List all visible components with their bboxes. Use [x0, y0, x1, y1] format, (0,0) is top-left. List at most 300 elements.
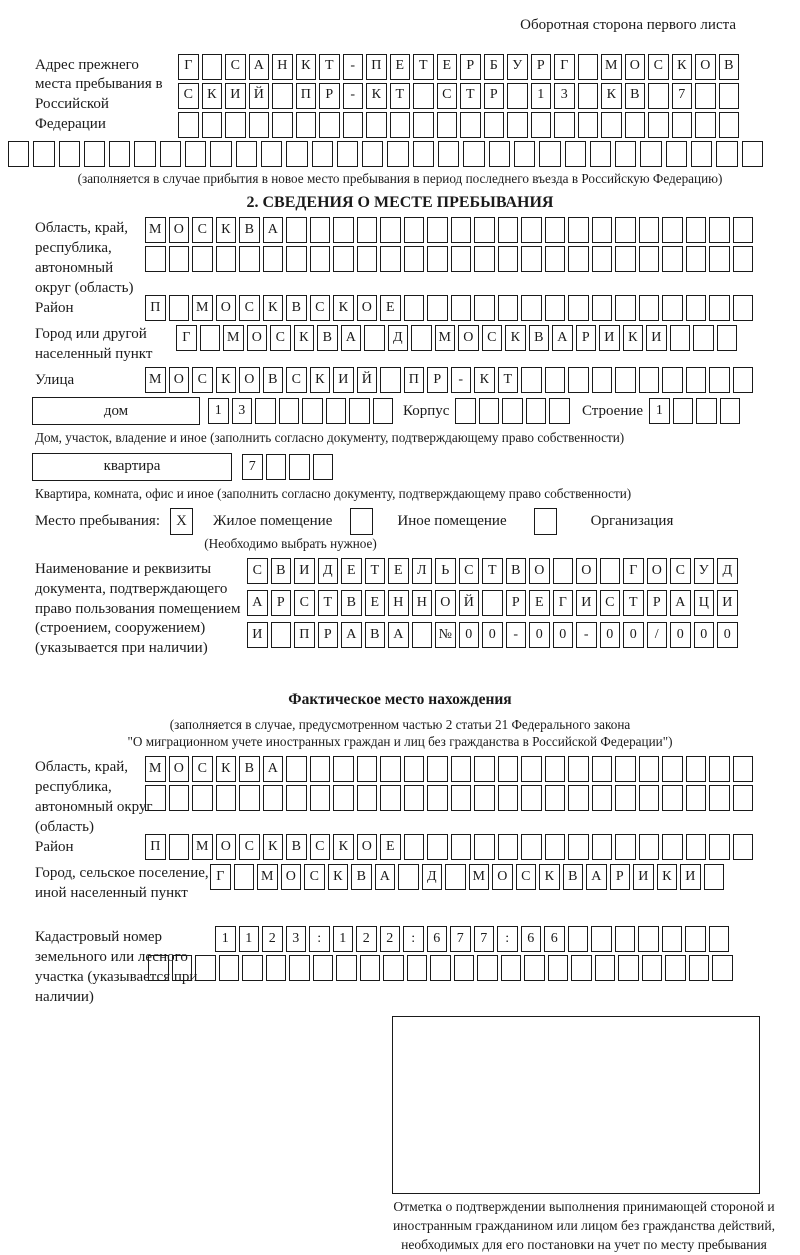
- char-cell[interactable]: С: [294, 590, 315, 616]
- char-cell[interactable]: [310, 785, 331, 811]
- char-cell[interactable]: [686, 367, 707, 393]
- char-cell[interactable]: [648, 83, 669, 109]
- char-cell[interactable]: [427, 246, 448, 272]
- char-cell[interactable]: [109, 141, 130, 167]
- char-cell[interactable]: [160, 141, 181, 167]
- char-cell[interactable]: [639, 217, 660, 243]
- char-cell[interactable]: Т: [318, 590, 339, 616]
- char-cell[interactable]: [554, 112, 575, 138]
- char-cell[interactable]: В: [263, 367, 284, 393]
- char-cell[interactable]: [411, 325, 432, 351]
- char-cell[interactable]: Ц: [694, 590, 715, 616]
- char-cell[interactable]: С: [670, 558, 691, 584]
- char-cell[interactable]: С: [459, 558, 480, 584]
- char-cell[interactable]: [263, 785, 284, 811]
- char-cell[interactable]: В: [271, 558, 292, 584]
- char-cell[interactable]: [412, 622, 433, 648]
- char-cell[interactable]: [380, 217, 401, 243]
- char-cell[interactable]: 6: [427, 926, 448, 952]
- char-cell[interactable]: [502, 398, 523, 424]
- char-cell[interactable]: [615, 217, 636, 243]
- char-cell[interactable]: [549, 398, 570, 424]
- char-cell[interactable]: М: [223, 325, 244, 351]
- char-cell[interactable]: [709, 926, 730, 952]
- char-cell[interactable]: М: [601, 54, 622, 80]
- char-cell[interactable]: [413, 83, 434, 109]
- char-cell[interactable]: Н: [272, 54, 293, 80]
- char-cell[interactable]: [289, 955, 310, 981]
- char-cell[interactable]: С: [286, 367, 307, 393]
- char-cell[interactable]: Д: [388, 325, 409, 351]
- char-cell[interactable]: [742, 141, 763, 167]
- char-cell[interactable]: М: [257, 864, 278, 890]
- char-cell[interactable]: [733, 785, 754, 811]
- char-cell[interactable]: [266, 454, 287, 480]
- char-cell[interactable]: Р: [647, 590, 668, 616]
- char-cell[interactable]: П: [145, 834, 166, 860]
- char-cell[interactable]: [578, 83, 599, 109]
- char-cell[interactable]: [733, 217, 754, 243]
- char-cell[interactable]: [498, 785, 519, 811]
- char-cell[interactable]: П: [404, 367, 425, 393]
- char-cell[interactable]: Т: [319, 54, 340, 80]
- char-cell[interactable]: [521, 834, 542, 860]
- char-cell[interactable]: [319, 112, 340, 138]
- char-cell[interactable]: С: [310, 295, 331, 321]
- char-cell[interactable]: [709, 246, 730, 272]
- char-cell[interactable]: [357, 785, 378, 811]
- char-cell[interactable]: [333, 217, 354, 243]
- char-cell[interactable]: О: [239, 367, 260, 393]
- char-cell[interactable]: А: [586, 864, 607, 890]
- char-cell[interactable]: В: [341, 590, 362, 616]
- char-cell[interactable]: [357, 756, 378, 782]
- char-cell[interactable]: 0: [459, 622, 480, 648]
- char-cell[interactable]: [662, 367, 683, 393]
- char-cell[interactable]: А: [263, 217, 284, 243]
- char-cell[interactable]: [474, 295, 495, 321]
- char-cell[interactable]: Т: [365, 558, 386, 584]
- char-cell[interactable]: [521, 217, 542, 243]
- char-cell[interactable]: 0: [553, 622, 574, 648]
- char-cell[interactable]: [427, 785, 448, 811]
- char-cell[interactable]: Н: [388, 590, 409, 616]
- char-cell[interactable]: [210, 141, 231, 167]
- char-cell[interactable]: [666, 141, 687, 167]
- char-cell[interactable]: [615, 834, 636, 860]
- char-cell[interactable]: Е: [380, 834, 401, 860]
- char-cell[interactable]: [266, 955, 287, 981]
- char-cell[interactable]: [357, 246, 378, 272]
- char-cell[interactable]: К: [539, 864, 560, 890]
- char-cell[interactable]: [59, 141, 80, 167]
- char-cell[interactable]: [413, 112, 434, 138]
- char-cell[interactable]: [545, 217, 566, 243]
- char-cell[interactable]: :: [403, 926, 424, 952]
- char-cell[interactable]: 0: [600, 622, 621, 648]
- char-cell[interactable]: К: [263, 834, 284, 860]
- char-cell[interactable]: [239, 246, 260, 272]
- char-cell[interactable]: [662, 926, 683, 952]
- char-cell[interactable]: [514, 141, 535, 167]
- char-cell[interactable]: К: [333, 834, 354, 860]
- char-cell[interactable]: И: [333, 367, 354, 393]
- char-cell[interactable]: А: [263, 756, 284, 782]
- char-cell[interactable]: [568, 217, 589, 243]
- char-cell[interactable]: [312, 141, 333, 167]
- char-cell[interactable]: Д: [422, 864, 443, 890]
- char-cell[interactable]: М: [469, 864, 490, 890]
- char-cell[interactable]: [695, 112, 716, 138]
- char-cell[interactable]: С: [310, 834, 331, 860]
- char-cell[interactable]: [451, 295, 472, 321]
- char-cell[interactable]: [202, 54, 223, 80]
- char-cell[interactable]: [427, 756, 448, 782]
- char-cell[interactable]: [313, 955, 334, 981]
- char-cell[interactable]: [474, 756, 495, 782]
- char-cell[interactable]: [219, 955, 240, 981]
- char-cell[interactable]: А: [670, 590, 691, 616]
- char-cell[interactable]: У: [694, 558, 715, 584]
- char-cell[interactable]: К: [296, 54, 317, 80]
- char-cell[interactable]: [615, 756, 636, 782]
- char-cell[interactable]: [84, 141, 105, 167]
- char-cell[interactable]: [618, 955, 639, 981]
- char-cell[interactable]: М: [145, 367, 166, 393]
- char-cell[interactable]: К: [672, 54, 693, 80]
- char-cell[interactable]: -: [343, 83, 364, 109]
- char-cell[interactable]: [662, 217, 683, 243]
- char-cell[interactable]: [640, 141, 661, 167]
- char-cell[interactable]: [313, 454, 334, 480]
- char-cell[interactable]: 1: [215, 926, 236, 952]
- char-cell[interactable]: /: [647, 622, 668, 648]
- char-cell[interactable]: [592, 834, 613, 860]
- char-cell[interactable]: С: [270, 325, 291, 351]
- char-cell[interactable]: [568, 785, 589, 811]
- char-cell[interactable]: М: [192, 295, 213, 321]
- char-cell[interactable]: [673, 398, 694, 424]
- char-cell[interactable]: К: [294, 325, 315, 351]
- char-cell[interactable]: [390, 112, 411, 138]
- char-cell[interactable]: [685, 926, 706, 952]
- char-cell[interactable]: И: [225, 83, 246, 109]
- char-cell[interactable]: К: [366, 83, 387, 109]
- char-cell[interactable]: Й: [249, 83, 270, 109]
- char-cell[interactable]: [712, 955, 733, 981]
- char-cell[interactable]: [366, 112, 387, 138]
- char-cell[interactable]: [249, 112, 270, 138]
- char-cell[interactable]: [592, 295, 613, 321]
- char-cell[interactable]: К: [505, 325, 526, 351]
- char-cell[interactable]: П: [145, 295, 166, 321]
- char-cell[interactable]: В: [286, 295, 307, 321]
- char-cell[interactable]: [202, 112, 223, 138]
- char-cell[interactable]: В: [239, 756, 260, 782]
- char-cell[interactable]: [479, 398, 500, 424]
- char-cell[interactable]: О: [169, 756, 190, 782]
- char-cell[interactable]: [521, 756, 542, 782]
- char-cell[interactable]: [615, 246, 636, 272]
- char-cell[interactable]: Р: [610, 864, 631, 890]
- char-cell[interactable]: [709, 217, 730, 243]
- char-cell[interactable]: №: [435, 622, 456, 648]
- char-cell[interactable]: 3: [554, 83, 575, 109]
- char-cell[interactable]: [545, 295, 566, 321]
- char-cell[interactable]: 0: [694, 622, 715, 648]
- char-cell[interactable]: [592, 785, 613, 811]
- char-cell[interactable]: [545, 246, 566, 272]
- char-cell[interactable]: [686, 756, 707, 782]
- char-cell[interactable]: 7: [242, 454, 263, 480]
- char-cell[interactable]: [185, 141, 206, 167]
- char-cell[interactable]: [709, 834, 730, 860]
- char-cell[interactable]: С: [482, 325, 503, 351]
- char-cell[interactable]: [234, 864, 255, 890]
- char-cell[interactable]: [337, 141, 358, 167]
- char-cell[interactable]: [460, 112, 481, 138]
- char-cell[interactable]: [310, 217, 331, 243]
- char-cell[interactable]: [336, 955, 357, 981]
- char-cell[interactable]: [333, 756, 354, 782]
- char-cell[interactable]: [286, 246, 307, 272]
- char-cell[interactable]: [615, 926, 636, 952]
- char-cell[interactable]: [639, 295, 660, 321]
- char-cell[interactable]: [592, 246, 613, 272]
- char-cell[interactable]: 1: [239, 926, 260, 952]
- char-cell[interactable]: С: [600, 590, 621, 616]
- char-cell[interactable]: 2: [356, 926, 377, 952]
- char-cell[interactable]: [302, 398, 323, 424]
- char-cell[interactable]: [578, 54, 599, 80]
- char-cell[interactable]: К: [216, 217, 237, 243]
- char-cell[interactable]: [733, 834, 754, 860]
- char-cell[interactable]: Г: [623, 558, 644, 584]
- char-cell[interactable]: [568, 246, 589, 272]
- char-cell[interactable]: [662, 834, 683, 860]
- char-cell[interactable]: [733, 756, 754, 782]
- char-cell[interactable]: С: [239, 834, 260, 860]
- char-cell[interactable]: В: [563, 864, 584, 890]
- char-cell[interactable]: Е: [529, 590, 550, 616]
- char-cell[interactable]: [719, 112, 740, 138]
- char-cell[interactable]: В: [351, 864, 372, 890]
- char-cell[interactable]: С: [648, 54, 669, 80]
- char-cell[interactable]: П: [366, 54, 387, 80]
- char-cell[interactable]: О: [357, 295, 378, 321]
- char-cell[interactable]: Т: [482, 558, 503, 584]
- char-cell[interactable]: К: [657, 864, 678, 890]
- char-cell[interactable]: [639, 785, 660, 811]
- char-cell[interactable]: 7: [672, 83, 693, 109]
- char-cell[interactable]: [571, 955, 592, 981]
- char-cell[interactable]: [474, 785, 495, 811]
- char-cell[interactable]: [279, 398, 300, 424]
- char-cell[interactable]: [526, 398, 547, 424]
- char-cell[interactable]: [639, 367, 660, 393]
- char-cell[interactable]: [501, 955, 522, 981]
- char-cell[interactable]: М: [192, 834, 213, 860]
- char-cell[interactable]: Р: [271, 590, 292, 616]
- char-cell[interactable]: [545, 834, 566, 860]
- char-cell[interactable]: [670, 325, 691, 351]
- char-cell[interactable]: [192, 785, 213, 811]
- char-cell[interactable]: О: [281, 864, 302, 890]
- char-cell[interactable]: 1: [531, 83, 552, 109]
- char-cell[interactable]: С: [239, 295, 260, 321]
- char-cell[interactable]: [427, 295, 448, 321]
- char-cell[interactable]: К: [333, 295, 354, 321]
- char-cell[interactable]: Й: [357, 367, 378, 393]
- char-cell[interactable]: [286, 785, 307, 811]
- char-cell[interactable]: 0: [623, 622, 644, 648]
- char-cell[interactable]: [484, 112, 505, 138]
- char-cell[interactable]: [592, 217, 613, 243]
- char-cell[interactable]: [662, 246, 683, 272]
- char-cell[interactable]: И: [576, 590, 597, 616]
- char-cell[interactable]: -: [451, 367, 472, 393]
- char-cell[interactable]: С: [516, 864, 537, 890]
- char-cell[interactable]: [696, 398, 717, 424]
- char-cell[interactable]: Б: [484, 54, 505, 80]
- char-cell[interactable]: 0: [670, 622, 691, 648]
- char-cell[interactable]: [272, 83, 293, 109]
- char-cell[interactable]: [349, 398, 370, 424]
- char-cell[interactable]: Г: [554, 54, 575, 80]
- char-cell[interactable]: [595, 955, 616, 981]
- char-cell[interactable]: [474, 834, 495, 860]
- char-cell[interactable]: [665, 955, 686, 981]
- char-cell[interactable]: [689, 955, 710, 981]
- char-cell[interactable]: [720, 398, 741, 424]
- char-cell[interactable]: [477, 955, 498, 981]
- char-cell[interactable]: [615, 785, 636, 811]
- char-cell[interactable]: [695, 83, 716, 109]
- char-cell[interactable]: [565, 141, 586, 167]
- char-cell[interactable]: [33, 141, 54, 167]
- char-cell[interactable]: Р: [318, 622, 339, 648]
- char-cell[interactable]: Т: [498, 367, 519, 393]
- char-cell[interactable]: [662, 756, 683, 782]
- char-cell[interactable]: [524, 955, 545, 981]
- char-cell[interactable]: [521, 785, 542, 811]
- char-cell[interactable]: [438, 141, 459, 167]
- char-cell[interactable]: [521, 295, 542, 321]
- char-cell[interactable]: К: [202, 83, 223, 109]
- char-cell[interactable]: [364, 325, 385, 351]
- char-cell[interactable]: П: [296, 83, 317, 109]
- char-cell[interactable]: О: [458, 325, 479, 351]
- char-cell[interactable]: [521, 367, 542, 393]
- char-cell[interactable]: [192, 246, 213, 272]
- char-cell[interactable]: [200, 325, 221, 351]
- char-cell[interactable]: В: [719, 54, 740, 80]
- char-cell[interactable]: [236, 141, 257, 167]
- char-cell[interactable]: [454, 955, 475, 981]
- char-cell[interactable]: [686, 246, 707, 272]
- char-cell[interactable]: [373, 398, 394, 424]
- char-cell[interactable]: [686, 785, 707, 811]
- char-cell[interactable]: [451, 756, 472, 782]
- char-cell[interactable]: [380, 756, 401, 782]
- char-cell[interactable]: [578, 112, 599, 138]
- char-cell[interactable]: А: [552, 325, 573, 351]
- char-cell[interactable]: [343, 112, 364, 138]
- char-cell[interactable]: [310, 756, 331, 782]
- char-cell[interactable]: [691, 141, 712, 167]
- char-cell[interactable]: К: [601, 83, 622, 109]
- char-cell[interactable]: [733, 367, 754, 393]
- char-cell[interactable]: [507, 112, 528, 138]
- char-cell[interactable]: И: [646, 325, 667, 351]
- char-cell[interactable]: Г: [178, 54, 199, 80]
- char-cell[interactable]: 0: [529, 622, 550, 648]
- char-cell[interactable]: [638, 926, 659, 952]
- char-cell[interactable]: [733, 246, 754, 272]
- char-cell[interactable]: [362, 141, 383, 167]
- char-cell[interactable]: Г: [210, 864, 231, 890]
- char-cell[interactable]: [407, 955, 428, 981]
- char-cell[interactable]: Ь: [435, 558, 456, 584]
- char-cell[interactable]: 0: [482, 622, 503, 648]
- char-cell[interactable]: [451, 246, 472, 272]
- char-cell[interactable]: [455, 398, 476, 424]
- char-cell[interactable]: [404, 756, 425, 782]
- char-cell[interactable]: [733, 295, 754, 321]
- char-cell[interactable]: У: [507, 54, 528, 80]
- char-cell[interactable]: О: [529, 558, 550, 584]
- char-cell[interactable]: [380, 367, 401, 393]
- char-cell[interactable]: О: [357, 834, 378, 860]
- char-cell[interactable]: К: [328, 864, 349, 890]
- char-cell[interactable]: Р: [576, 325, 597, 351]
- char-cell[interactable]: [704, 864, 725, 890]
- char-cell[interactable]: 3: [286, 926, 307, 952]
- char-cell[interactable]: В: [286, 834, 307, 860]
- char-cell[interactable]: [553, 558, 574, 584]
- char-cell[interactable]: [357, 217, 378, 243]
- char-cell[interactable]: 7: [474, 926, 495, 952]
- char-cell[interactable]: [639, 246, 660, 272]
- char-cell[interactable]: [591, 926, 612, 952]
- char-cell[interactable]: [145, 246, 166, 272]
- char-cell[interactable]: [568, 295, 589, 321]
- char-cell[interactable]: [427, 834, 448, 860]
- char-cell[interactable]: [625, 112, 646, 138]
- char-cell[interactable]: 0: [717, 622, 738, 648]
- char-cell[interactable]: Е: [390, 54, 411, 80]
- char-cell[interactable]: [474, 217, 495, 243]
- char-cell[interactable]: О: [576, 558, 597, 584]
- char-cell[interactable]: [639, 756, 660, 782]
- char-cell[interactable]: [333, 785, 354, 811]
- char-cell[interactable]: [672, 112, 693, 138]
- char-cell[interactable]: [548, 955, 569, 981]
- char-cell[interactable]: 7: [450, 926, 471, 952]
- char-cell[interactable]: В: [506, 558, 527, 584]
- char-cell[interactable]: [404, 785, 425, 811]
- char-cell[interactable]: О: [625, 54, 646, 80]
- char-cell[interactable]: [709, 367, 730, 393]
- char-cell[interactable]: Р: [506, 590, 527, 616]
- char-cell[interactable]: В: [365, 622, 386, 648]
- char-cell[interactable]: И: [717, 590, 738, 616]
- char-cell[interactable]: [242, 955, 263, 981]
- char-cell[interactable]: [239, 785, 260, 811]
- char-cell[interactable]: [430, 955, 451, 981]
- char-cell[interactable]: [404, 246, 425, 272]
- char-cell[interactable]: [615, 367, 636, 393]
